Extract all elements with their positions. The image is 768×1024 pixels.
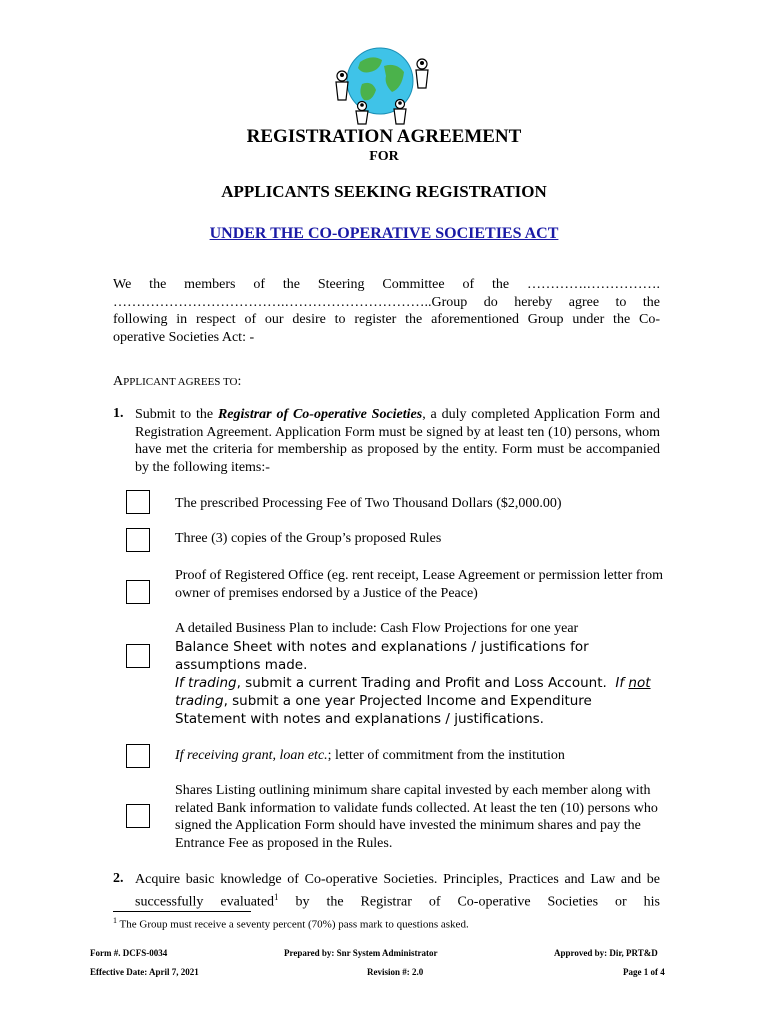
plan-line-b: Balance Sheet with notes and explanations / justifications for assumptions made.	[175, 638, 589, 673]
plan-line-d-if: If	[615, 674, 629, 691]
checkbox-shares-listing[interactable]	[126, 804, 150, 828]
list-item-2	[113, 871, 660, 911]
checklist-item-fee: The prescribed Processing Fee of Two Thousand Dollars ($2,000.00)	[175, 496, 562, 511]
item-text	[135, 406, 660, 476]
footnote-ref: 1	[274, 891, 279, 902]
globe-with-people-icon	[322, 44, 442, 126]
document-subtitle: APPLICANTS SEEKING REGISTRATION	[221, 182, 547, 201]
footnote	[113, 916, 469, 931]
section-heading	[113, 374, 241, 390]
intro-line-2: ……………………………….…………………………..Group do hereby agree to the	[113, 294, 660, 310]
item1-emph: Registrar of Co-operative Societies	[217, 407, 423, 422]
footnote-divider	[113, 911, 251, 912]
footer-approved-by: Approved by: Dir, PRT&D	[554, 948, 658, 958]
footer-prepared-by: Prepared by: Snr System Administrator	[284, 948, 438, 958]
checklist-item-rules: Three (3) copies of the Group’s proposed Rules	[175, 531, 442, 546]
checkbox-grant-loan[interactable]	[126, 744, 150, 768]
intro-line-4: operative Societies Act: -	[113, 329, 255, 345]
checkbox-processing-fee[interactable]	[126, 490, 150, 514]
item-number: 1.	[113, 406, 124, 421]
title-for: FOR	[369, 149, 399, 164]
checkbox-registered-office[interactable]	[126, 580, 150, 604]
section-heading-initial: A	[113, 374, 124, 389]
plan-line-d-text: , submit a one year Projected Income and Expenditure Statement with notes and explanations / justifications.	[175, 692, 592, 727]
intro-paragraph	[113, 276, 660, 346]
plan-line-a: A detailed Business Plan to include: Cash Flow Projections for one year	[175, 621, 579, 636]
footer-revision: Revision #: 2.0	[367, 967, 424, 977]
item2-pre: Acquire basic knowledge of Co-operative Societies. Principles, Practices and Law and be successfully evaluated	[135, 872, 660, 910]
plan-line-c-em: If trading	[175, 674, 237, 691]
checklist-item-shares: Shares Listing outlining minimum share capital invested by each member along with related Bank information to validate funds collected. At least the ten (10) persons who signed the Application Form should have invested the minimum shares and pay the Entrance Fee as proposed in the Rules.	[175, 783, 658, 851]
footer-page-number: Page 1 of 4	[623, 967, 665, 977]
intro-line-1: We the members of the Steering Committee of the ………….…………….	[113, 277, 660, 292]
item-text	[135, 871, 660, 911]
item1-pre: Submit to the	[135, 407, 218, 422]
checkbox-business-plan[interactable]	[126, 644, 150, 668]
footer-form-number: Form #. DCFS-0034	[90, 948, 168, 958]
item1-post: , a duly completed Application Form and Registration Agreement. Application Form must be signed by at least ten (10) persons, whom have met the criteria for membership as proposed by the entity. Form must be accompanied by the following items:-	[135, 407, 660, 475]
list-item-1	[113, 406, 660, 476]
act-link[interactable]: UNDER THE CO-OPERATIVE SOCIETIES ACT	[209, 225, 559, 242]
footnote-text: The Group must receive a seventy percent (70%) pass mark to questions asked.	[117, 918, 469, 931]
plan-line-c-text: , submit a current Trading and Profit and Loss Account.	[236, 674, 607, 691]
section-heading-colon: :	[237, 374, 242, 389]
checklist-item-business-plan	[175, 620, 665, 728]
footer-effective-date: Effective Date: April 7, 2021	[90, 967, 199, 977]
intro-line-3: following in respect of our desire to register the aforementioned Group under the Co-	[113, 312, 660, 327]
plan-line-c	[175, 674, 665, 728]
section-heading-rest: PPLICANT AGREES TO	[123, 376, 238, 388]
checkbox-rules[interactable]	[126, 528, 150, 552]
grant-em: If receiving grant, loan etc.	[175, 748, 328, 763]
plan-line-d-not: not	[628, 674, 651, 691]
footnote-mark: 1	[113, 916, 117, 925]
document-title: REGISTRATION AGREEMENT	[246, 126, 522, 147]
item2-post: by the Registrar of Co-operative Societies or his	[278, 894, 660, 910]
grant-text: ; letter of commitment from the institution	[327, 748, 565, 763]
checklist-item-grant	[175, 747, 665, 765]
plan-line-d-trading: trading	[175, 692, 224, 709]
item-number: 2.	[113, 871, 124, 886]
checklist-item-office: Proof of Registered Office (eg. rent receipt, Lease Agreement or permission letter from owner of premises endorsed by a Justice of the Peace)	[175, 568, 664, 601]
